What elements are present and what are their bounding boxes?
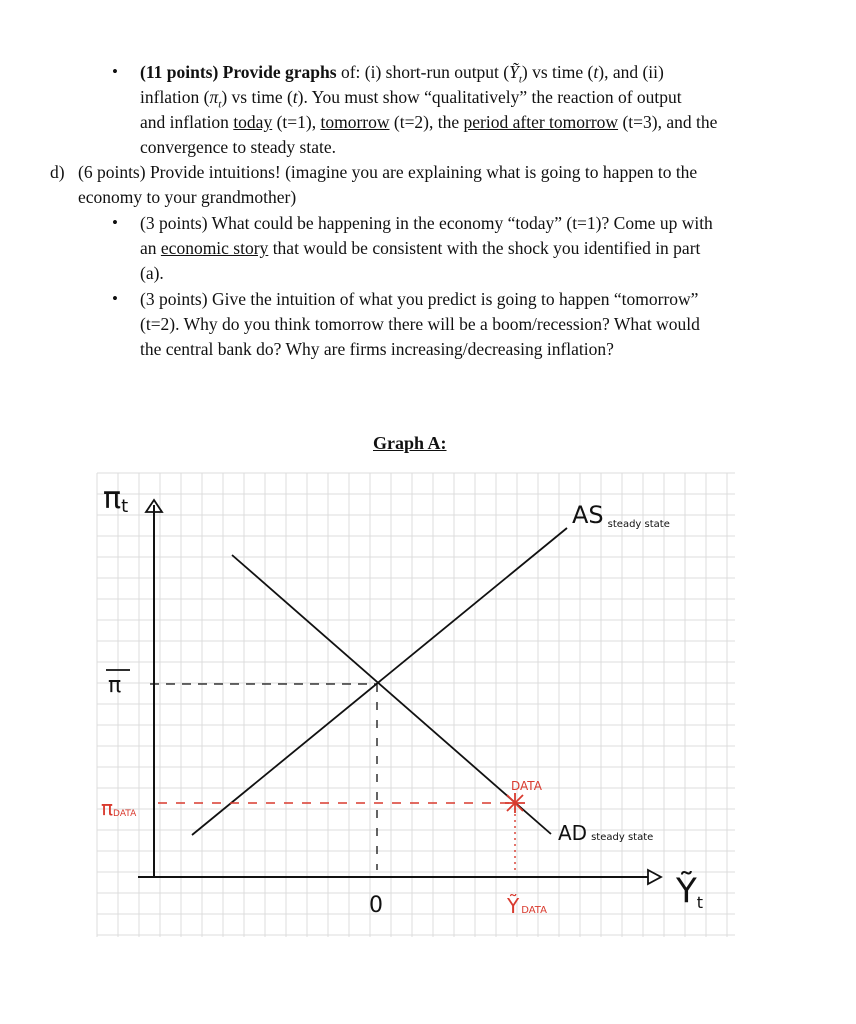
tomorrow-word: tomorrow bbox=[320, 112, 390, 132]
question-d-bullet2-line-1: (3 points) Give the intuition of what you predict is going to happen “tomorrow” bbox=[140, 289, 699, 309]
question-d-line-2: economy to your grandmother) bbox=[78, 187, 297, 207]
graph-title: Graph A: bbox=[373, 433, 447, 453]
pi-data-label: πDATA bbox=[101, 796, 137, 820]
question-d-bullet2-line-2: (t=2). Why do you think tomorrow there will be a boom/recession? What would bbox=[140, 314, 700, 334]
bullet-d2: • bbox=[112, 289, 118, 308]
question-d-line-1: (6 points) Provide intuitions! (imagine you are explaining what is going to happen to the bbox=[78, 162, 698, 182]
x-axis-label: Ỹt bbox=[676, 871, 704, 912]
question-c-line-2: inflation $(\pi_t)$ vs time (t). You must show “qualitatively” the reaction of output bbox=[140, 87, 682, 111]
question-d-bullet1-line-1: (3 points) What could be happening in the economy “today” (t=1)? Come up with bbox=[140, 213, 713, 233]
question-d-bullet1-line-3: (a). bbox=[140, 263, 164, 283]
grid bbox=[97, 473, 735, 937]
question-c-line-3: and inflation today (t=1), tomorrow (t=2), the period after tomorrow (t=3), and the bbox=[140, 112, 718, 132]
data-point-star bbox=[505, 793, 525, 813]
period-after-word: period after tomorrow bbox=[463, 112, 619, 132]
y-data-label: ỸDATA bbox=[507, 894, 547, 918]
y-axis-label: πt bbox=[103, 481, 129, 517]
question-c-points: (11 points) Provide graphs bbox=[140, 62, 337, 82]
question-c-line-1: (11 points) Provide graphs of: (i) short-run output (Ỹ$_t$) vs time (t), and (ii) bbox=[140, 62, 664, 86]
question-d-label: d) bbox=[50, 162, 65, 182]
question-d-bullet2-line-3: the central bank do? Why are firms increasing/decreasing inflation? bbox=[140, 339, 614, 359]
ad-label: AD steady state bbox=[558, 821, 654, 845]
question-d-bullet1-line-2: an economic story that would be consistent with the shock you identified in part bbox=[140, 238, 701, 258]
data-label: DATA bbox=[511, 779, 542, 793]
pi-bar-label: π bbox=[108, 673, 122, 698]
today-word: today bbox=[233, 112, 273, 132]
as-label: AS steady state bbox=[572, 501, 670, 530]
bullet-c: • bbox=[112, 62, 118, 81]
question-c-line-4: convergence to steady state. bbox=[140, 137, 336, 157]
x-zero-label: 0 bbox=[369, 893, 383, 918]
economic-story-word: economic story bbox=[160, 238, 269, 258]
bullet-d1: • bbox=[112, 213, 118, 232]
